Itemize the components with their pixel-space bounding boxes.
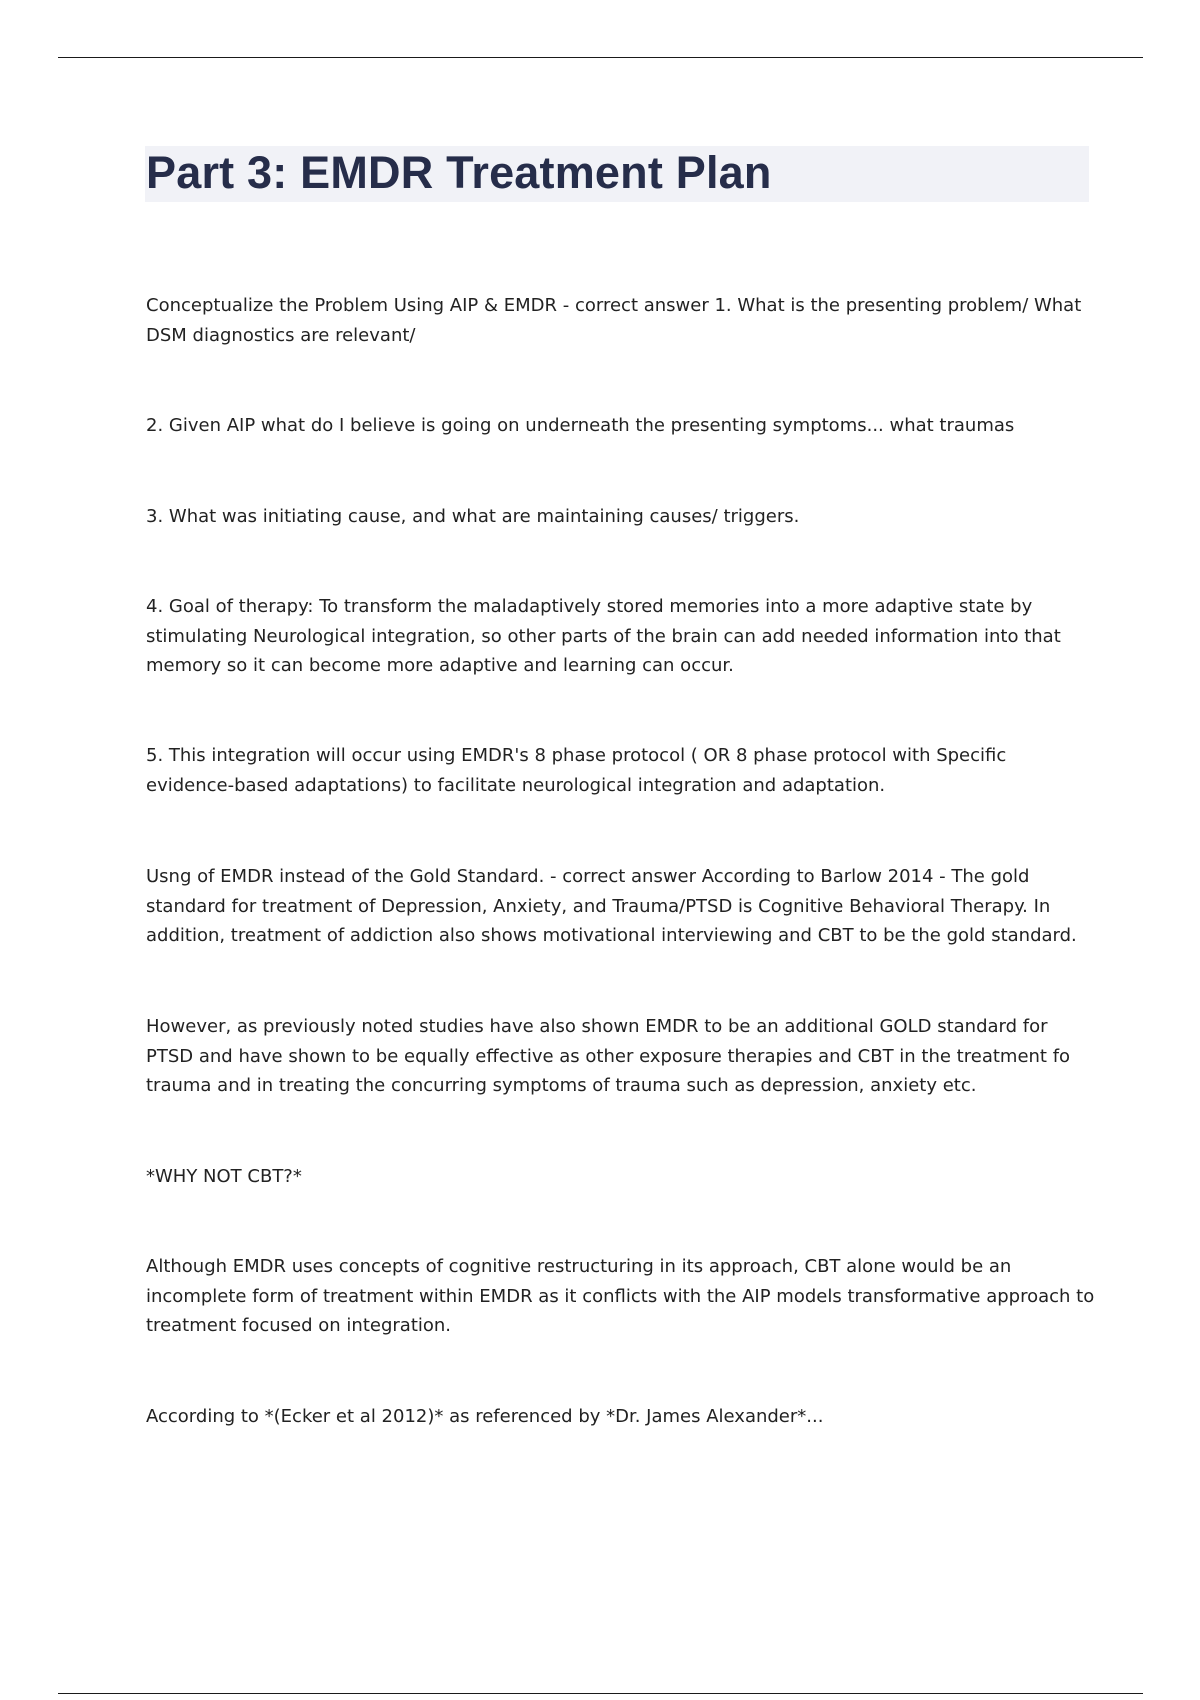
paragraph-gold-standard: Usng of EMDR instead of the Gold Standard. - correct answer According to Barlow 2014 - The gold standard for treatment of Depression, Anxiety, and Trauma/PTSD is Cognitive Behavioral Therapy. In addition, treatment of addiction also shows motivational interviewing and CBT to be the gold standard.	[146, 866, 1077, 946]
paragraph-according-to: According to *(Ecker et al 2012)* as referenced by *Dr. James Alexander*...	[146, 1406, 824, 1427]
paragraph-step-5: 5. This integration will occur using EMDR's 8 phase protocol ( OR 8 phase protocol with Specific evidence-based adaptations) to facilitate neurological integration and adaptation.	[146, 745, 1007, 796]
paragraph-step-2: 2. Given AIP what do I believe is going on underneath the presenting symptoms... what traumas	[146, 415, 1015, 436]
paragraph-conceptualize: Conceptualize the Problem Using AIP & EMDR - correct answer 1. What is the presenting problem/ What DSM diagnostics are relevant/	[146, 295, 1082, 346]
paragraph-why-not-cbt: *WHY NOT CBT?*	[146, 1166, 302, 1187]
bottom-divider	[58, 1693, 1143, 1694]
paragraph-step-4: 4. Goal of therapy: To transform the maladaptively stored memories into a more adaptive state by stimulating Neurological integration, so other parts of the brain can add needed information into that memory so it can become more adaptive and learning can occur.	[146, 596, 1061, 676]
paragraph-although: Although EMDR uses concepts of cognitive restructuring in its approach, CBT alone would be an incomplete form of treatment within EMDR as it conflicts with the AIP models transformative approach to treatment focused on integration.	[146, 1256, 1095, 1336]
top-divider	[58, 57, 1143, 58]
paragraph-however: However, as previously noted studies have also shown EMDR to be an additional GOLD standard for PTSD and have shown to be equally effective as other exposure therapies and CBT in the treatment fo trauma and in treating the concurring symptoms of trauma such as depression, anxiety etc.	[146, 1016, 1071, 1096]
page-title: Part 3: EMDR Treatment Plan	[146, 147, 772, 198]
paragraph-step-3: 3. What was initiating cause, and what are maintaining causes/ triggers.	[146, 506, 800, 527]
